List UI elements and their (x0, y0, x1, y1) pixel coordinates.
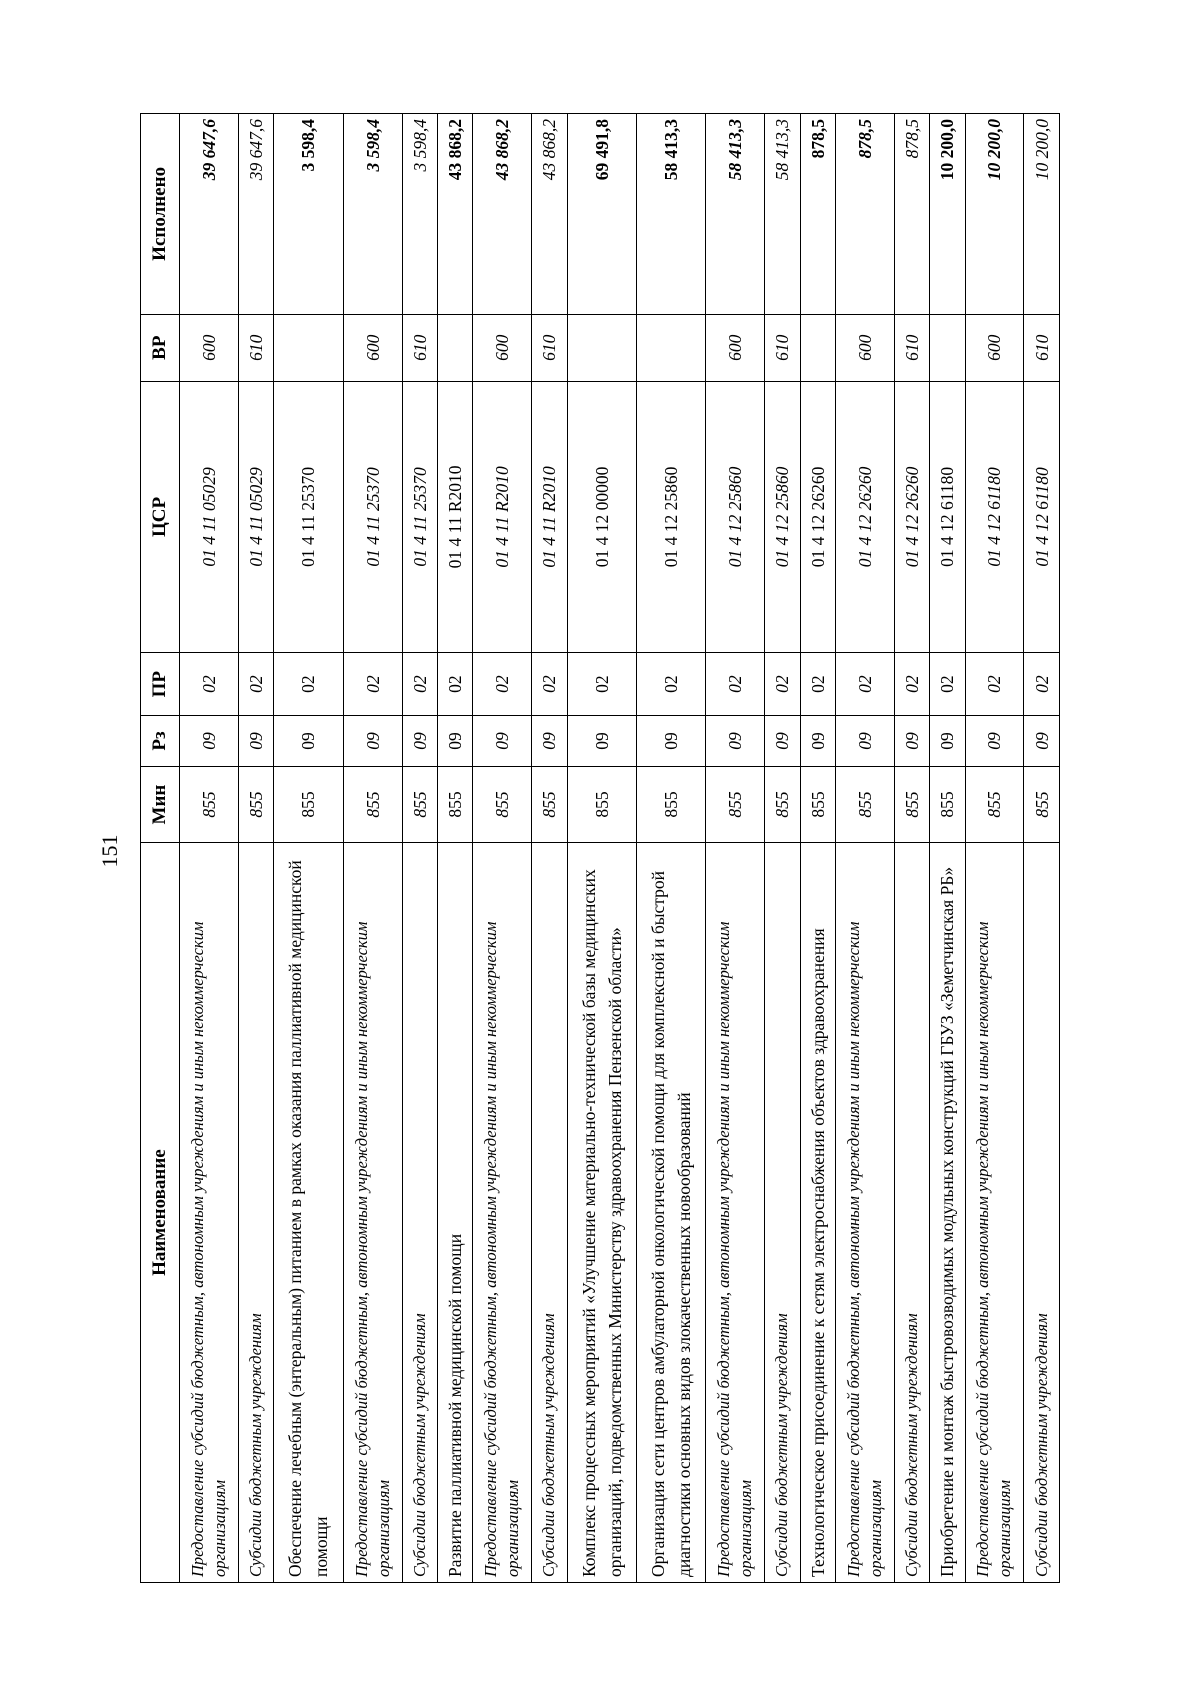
table-row (402, 114, 437, 1583)
table-row (238, 114, 273, 1583)
header-vr: ВР (141, 314, 180, 381)
cell-rz: 09 (473, 716, 532, 767)
cell-min: 855 (835, 766, 894, 842)
cell-csr: 01 4 11 R2010 (532, 381, 567, 653)
cell-pr: 02 (532, 653, 567, 716)
cell-vr (274, 314, 343, 381)
cell-vr (930, 314, 965, 381)
cell-name: Организация сети центров амбулаторной онкологической помощи для комплексной и быстрой диагностики основных видов злокачественных новообразований (636, 843, 705, 1583)
cell-name: Предоставление субсидий бюджетным, автономным учреждениям и иным некоммерческим организациям (706, 843, 765, 1583)
cell-min: 855 (567, 766, 636, 842)
cell-rz: 09 (532, 716, 567, 767)
table-row (343, 114, 402, 1583)
cell-csr: 01 4 12 26260 (800, 381, 835, 653)
cell-done: 3 598,4 (343, 114, 402, 315)
cell-min: 855 (965, 766, 1024, 842)
cell-pr: 02 (706, 653, 765, 716)
cell-vr (636, 314, 705, 381)
cell-name: Предоставление субсидий бюджетным, автономным учреждениям и иным некоммерческим организациям (835, 843, 894, 1583)
cell-done: 39 647,6 (238, 114, 273, 315)
cell-name: Развитие паллиативной медицинской помощи (437, 843, 472, 1583)
cell-name: Предоставление субсидий бюджетным, автономным учреждениям и иным некоммерческим организациям (473, 843, 532, 1583)
cell-min: 855 (343, 766, 402, 842)
cell-pr: 02 (238, 653, 273, 716)
cell-vr: 600 (965, 314, 1024, 381)
cell-csr: 01 4 11 R2010 (473, 381, 532, 653)
cell-vr: 600 (473, 314, 532, 381)
cell-rz: 09 (567, 716, 636, 767)
cell-name: Технологическое присоединение к сетям электроснабжения объектов здравоохранения (800, 843, 835, 1583)
cell-csr: 01 4 11 05029 (238, 381, 273, 653)
table-row (765, 114, 800, 1583)
cell-vr: 610 (1024, 314, 1060, 381)
cell-min: 855 (894, 766, 929, 842)
cell-csr: 01 4 11 25370 (343, 381, 402, 653)
table-row (532, 114, 567, 1583)
cell-done: 43 868,2 (473, 114, 532, 315)
cell-vr: 610 (894, 314, 929, 381)
table-body (180, 114, 1060, 1583)
cell-min: 855 (402, 766, 437, 842)
cell-rz: 09 (706, 716, 765, 767)
cell-rz: 09 (1024, 716, 1060, 767)
cell-done: 10 200,0 (930, 114, 965, 315)
cell-rz: 09 (238, 716, 273, 767)
cell-pr: 02 (567, 653, 636, 716)
cell-csr: 01 4 12 00000 (567, 381, 636, 653)
cell-name: Субсидии бюджетным учреждениям (1024, 843, 1060, 1583)
cell-csr: 01 4 12 25860 (636, 381, 705, 653)
cell-csr: 01 4 11 25370 (274, 381, 343, 653)
cell-rz: 09 (343, 716, 402, 767)
cell-min: 855 (800, 766, 835, 842)
cell-csr: 01 4 12 26260 (835, 381, 894, 653)
cell-rz: 09 (402, 716, 437, 767)
table-row (800, 114, 835, 1583)
cell-rz: 09 (636, 716, 705, 767)
header-min: Мин (141, 766, 180, 842)
header-name: Наименование (141, 843, 180, 1583)
table-row (1024, 114, 1060, 1583)
cell-min: 855 (437, 766, 472, 842)
table-row (473, 114, 532, 1583)
cell-done: 43 868,2 (437, 114, 472, 315)
cell-done: 58 413,3 (636, 114, 705, 315)
cell-pr: 02 (402, 653, 437, 716)
cell-name: Предоставление субсидий бюджетным, автономным учреждениям и иным некоммерческим организациям (965, 843, 1024, 1583)
cell-done: 39 647,6 (180, 114, 239, 315)
cell-pr: 02 (636, 653, 705, 716)
budget-table (140, 113, 1060, 1583)
cell-name: Субсидии бюджетным учреждениям (894, 843, 929, 1583)
cell-min: 855 (765, 766, 800, 842)
table-row (930, 114, 965, 1583)
cell-pr: 02 (343, 653, 402, 716)
cell-csr: 01 4 12 25860 (706, 381, 765, 653)
cell-min: 855 (1024, 766, 1060, 842)
cell-vr: 600 (180, 314, 239, 381)
cell-done: 58 413,3 (765, 114, 800, 315)
cell-done: 69 491,8 (567, 114, 636, 315)
header-pr: ПР (141, 653, 180, 716)
cell-vr (800, 314, 835, 381)
cell-done: 10 200,0 (965, 114, 1024, 315)
page-number: 151 (97, 834, 122, 868)
table-row (274, 114, 343, 1583)
cell-name: Комплекс процессных мероприятий «Улучшение материально-технической базы медицинских организаций, подведомственных Министерству здравоохранения Пензенской области» (567, 843, 636, 1583)
cell-rz: 09 (930, 716, 965, 767)
cell-min: 855 (274, 766, 343, 842)
cell-min: 855 (532, 766, 567, 842)
table-row (437, 114, 472, 1583)
cell-min: 855 (238, 766, 273, 842)
cell-min: 855 (636, 766, 705, 842)
cell-csr: 01 4 11 05029 (180, 381, 239, 653)
cell-vr: 600 (343, 314, 402, 381)
cell-pr: 02 (180, 653, 239, 716)
cell-vr: 600 (706, 314, 765, 381)
cell-vr: 610 (238, 314, 273, 381)
cell-rz: 09 (274, 716, 343, 767)
cell-min: 855 (706, 766, 765, 842)
cell-csr: 01 4 12 61180 (965, 381, 1024, 653)
cell-done: 3 598,4 (402, 114, 437, 315)
cell-pr: 02 (965, 653, 1024, 716)
cell-csr: 01 4 11 R2010 (437, 381, 472, 653)
cell-rz: 09 (965, 716, 1024, 767)
cell-rz: 09 (765, 716, 800, 767)
cell-name: Субсидии бюджетным учреждениям (238, 843, 273, 1583)
table-row (835, 114, 894, 1583)
header-done: Исполнено (141, 114, 180, 315)
cell-min: 855 (180, 766, 239, 842)
cell-done: 10 200,0 (1024, 114, 1060, 315)
table-row (567, 114, 636, 1583)
cell-vr (437, 314, 472, 381)
cell-done: 878,5 (894, 114, 929, 315)
cell-rz: 09 (180, 716, 239, 767)
cell-csr: 01 4 12 26260 (894, 381, 929, 653)
cell-min: 855 (473, 766, 532, 842)
cell-done: 878,5 (835, 114, 894, 315)
table-row (706, 114, 765, 1583)
cell-pr: 02 (473, 653, 532, 716)
table-header-row (141, 114, 180, 1583)
header-rz: Рз (141, 716, 180, 767)
cell-vr: 610 (532, 314, 567, 381)
cell-done: 878,5 (800, 114, 835, 315)
cell-done: 58 413,3 (706, 114, 765, 315)
cell-rz: 09 (800, 716, 835, 767)
cell-name: Предоставление субсидий бюджетным, автономным учреждениям и иным некоммерческим организациям (343, 843, 402, 1583)
cell-pr: 02 (765, 653, 800, 716)
cell-min: 855 (930, 766, 965, 842)
budget-table-container (140, 113, 1060, 1583)
cell-rz: 09 (894, 716, 929, 767)
cell-pr: 02 (800, 653, 835, 716)
cell-vr: 610 (765, 314, 800, 381)
cell-pr: 02 (930, 653, 965, 716)
cell-csr: 01 4 11 25370 (402, 381, 437, 653)
cell-csr: 01 4 12 61180 (930, 381, 965, 653)
cell-pr: 02 (1024, 653, 1060, 716)
cell-csr: 01 4 12 61180 (1024, 381, 1060, 653)
cell-rz: 09 (437, 716, 472, 767)
cell-rz: 09 (835, 716, 894, 767)
table-row (894, 114, 929, 1583)
cell-pr: 02 (274, 653, 343, 716)
cell-name: Субсидии бюджетным учреждениям (532, 843, 567, 1583)
cell-name: Предоставление субсидий бюджетным, автономным учреждениям и иным некоммерческим организациям (180, 843, 239, 1583)
cell-vr: 610 (402, 314, 437, 381)
cell-pr: 02 (835, 653, 894, 716)
cell-name: Приобретение и монтаж быстровозводимых модульных конструкций ГБУЗ «Земетчинская РБ» (930, 843, 965, 1583)
cell-pr: 02 (437, 653, 472, 716)
cell-name: Обеспечение лечебным (энтеральным) питанием в рамках оказания паллиативной медицинской помощи (274, 843, 343, 1583)
cell-done: 3 598,4 (274, 114, 343, 315)
cell-pr: 02 (894, 653, 929, 716)
cell-vr: 600 (835, 314, 894, 381)
cell-csr: 01 4 12 25860 (765, 381, 800, 653)
table-row (965, 114, 1024, 1583)
cell-done: 43 868,2 (532, 114, 567, 315)
table-row (636, 114, 705, 1583)
cell-name: Субсидии бюджетным учреждениям (402, 843, 437, 1583)
header-csr: ЦСР (141, 381, 180, 653)
cell-name: Субсидии бюджетным учреждениям (765, 843, 800, 1583)
table-row (180, 114, 239, 1583)
cell-vr (567, 314, 636, 381)
